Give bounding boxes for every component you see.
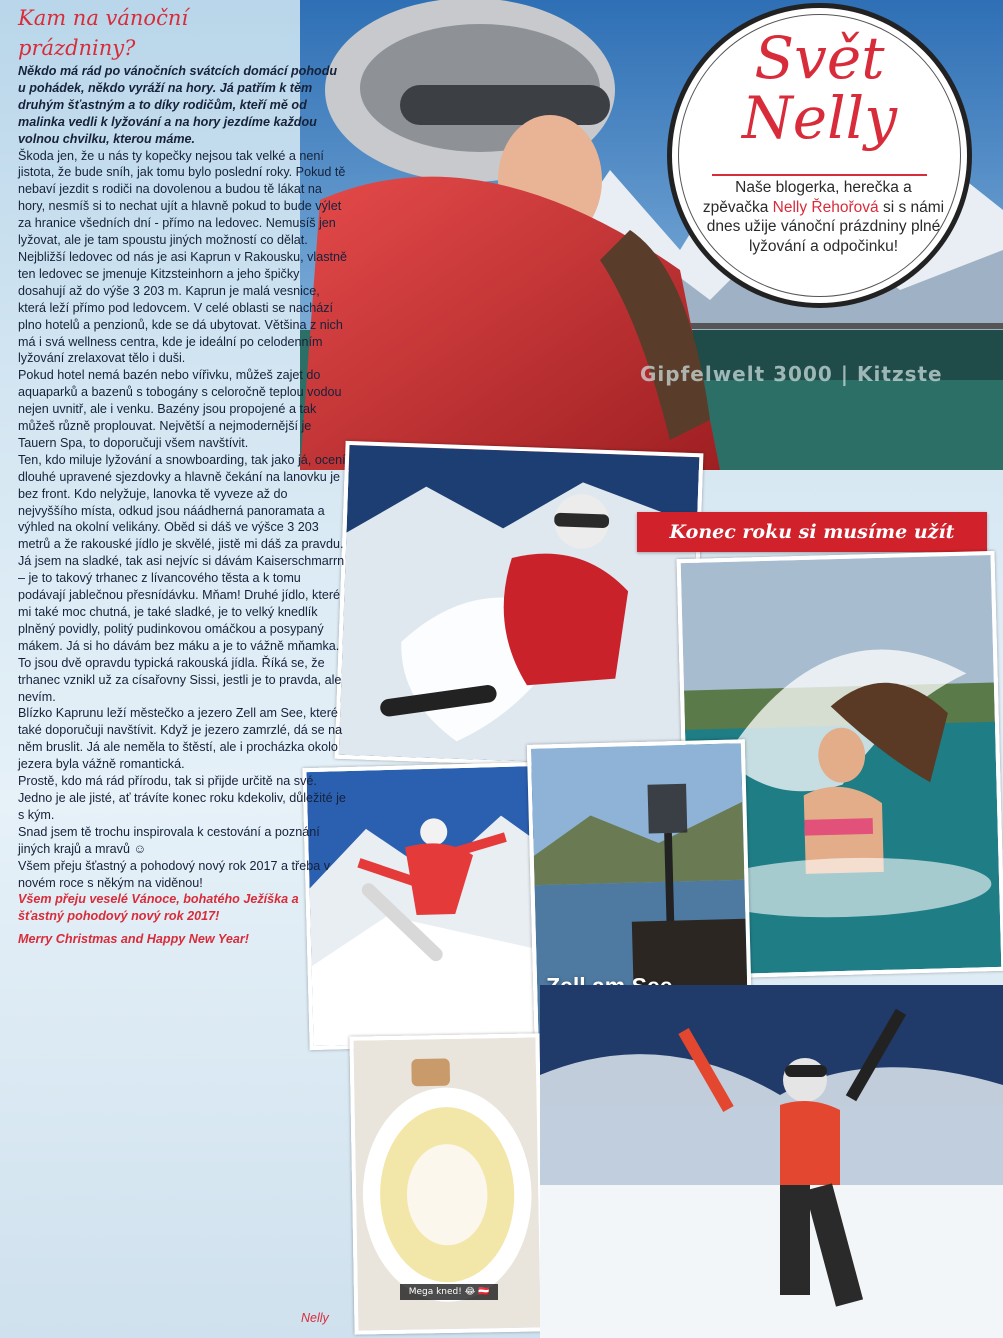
- article-paragraph: Prostě, kdo má rád přírodu, tak si přijde určitě na své. Jedno je ale jisté, ať trávíte konec roku kdekoliv, důležité je s kým.: [18, 774, 346, 822]
- article-paragraph: Nejbližší ledovec od nás je asi Kaprun v Rakousku, vlastně ten ledovec se jmenuje Kitzsteinhorn a jeho špičky dosahují až do výše 3 203 m. Kaprun je malá vesnice, která leží přímo pod ledovcem. V celé oblasti se nachází plno hotelů a penzionů, kde se dá ubytovat. Většina z nich má i svá wellness centra, kde je ideální po celodenním lyžování zrelaxovat tělo i duši.: [18, 249, 348, 366]
- snowboard-photo: [335, 441, 704, 771]
- article-paragraph: Všem přeju šťastný a pohodový nový rok 2017 a třeba v novém roce s někým na viděnou!: [18, 858, 331, 890]
- article-paragraph: Ten, kdo miluje lyžování a snowboarding, tak jako já, ocení dlouhé upravené sjezdovky a hlavně čekání na lanovku je bez front. Kdo nelyžuje, lanovka tě vyveze až do nejvyššího místa, odkud jsou náádherná panoramata a výhled na okolní velikány. Oběd si dáš ve výšce 3 203 metrů a že rakouské jídlo je skvělé, jistě mi dáš za pravdu. Já jsem na sladké, tak asi nejvíc si dávám Kaiserschmarrn – je to takový trhanec z lívancového těsta a k tomu podávají jablečnou přesnídávku. Mňam! Druhé jídlo, které mi také moc chutná, je také sladké, je to velký knedlík plněný povidly, politý pudinkovou omáčkou a posypaný mákem. Já si ho dávám bez máku a je to vážně mňamka. To jsou dvě opravdu typická rakouská jídla. Říká se, že trhanec vznikl už za císařovny Sissi, jestli je to pravda, ale nevím.: [18, 452, 346, 704]
- article-paragraph: Blízko Kaprunu leží městečko a jezero Zell am See, které také doporučuji navštívit. Když je jezero zamrzlé, dá se na něm bruslit. Já ale neměla to štěstí, ale i procházka okolo jezera byla vážně romantická.: [18, 706, 343, 772]
- svet-nelly-badge: [667, 3, 972, 308]
- article-paragraph: Škoda jen, že u nás ty kopečky nejsou tak velké a není jistota, že bude sníh, jak tomu bylo poslední roky. Pokud tě nebaví jezdit s rodiči na dovolenou a budou tě lákat na hory, nesmíš si to nechat ujít a hlavně pokud to bude výlet za hranice všedních dní - přímo na ledovec. Nemusíš jen lyžovat, ale je tam spoustu jiných možností co dělat.: [18, 148, 346, 248]
- badge-description: [702, 178, 945, 256]
- closing-wish: Všem přeju veselé Vánoce, bohatého Ježíška a šťastný pohodový nový rok 2017!: [18, 892, 299, 924]
- article-lead: Někdo má rád po vánočních svátcích domácí pohodu u pohádek, někdo vyráží na hory. Já patřím k těm druhým šťastným a to díky rodičům, kteří mě od malinka vedli k lyžování a na hory jezdíme každou volnou chvilku, kterou máme.: [18, 64, 338, 146]
- closing-english: Merry Christmas and Happy New Year!: [18, 932, 249, 947]
- badge-title-line1: Svět: [754, 24, 885, 92]
- article: [18, 0, 348, 948]
- skier-celebration-photo: [540, 985, 1003, 1338]
- cable-car-sign: Gipfelwelt 3000 | Kitzste: [640, 362, 943, 386]
- heading-line2: prázdniny?: [18, 36, 136, 60]
- heading-line1: Kam na vánoční: [18, 6, 189, 30]
- section-banner: Konec roku si musíme užít: [637, 512, 987, 552]
- article-paragraph: Pokud hotel nemá bazén nebo vířivku, můžeš zajet do aquaparků a bazenů s tobogány s celoročně teplou vodou nejen uvnitř, ale i venku. Bazény jsou propojené a tak můžeš různě proplouvat. Největší a nejmodernější je Tauern Spa, to doporučuji všem navštívit.: [18, 368, 342, 450]
- author-signature: Nelly: [301, 1311, 329, 1325]
- badge-desc-after: si s námi dnes užije vánoční prázdniny plné lyžování a odpočinku!: [706, 198, 945, 255]
- badge-title-line2: Nelly: [742, 84, 897, 152]
- badge-desc-before: Naše blogerka, herečka a zpěvačka: [702, 179, 912, 216]
- dessert-caption: Mega kned! 😂 🇦🇹: [400, 1284, 498, 1300]
- badge-desc-name: Nelly Řehořová: [772, 198, 879, 216]
- article-heading: [18, 0, 348, 63]
- badge-divider: [712, 174, 927, 176]
- article-paragraph: Snad jsem tě trochu inspirovala k cestování a poznání jiných krajů a mravů ☺: [18, 824, 320, 856]
